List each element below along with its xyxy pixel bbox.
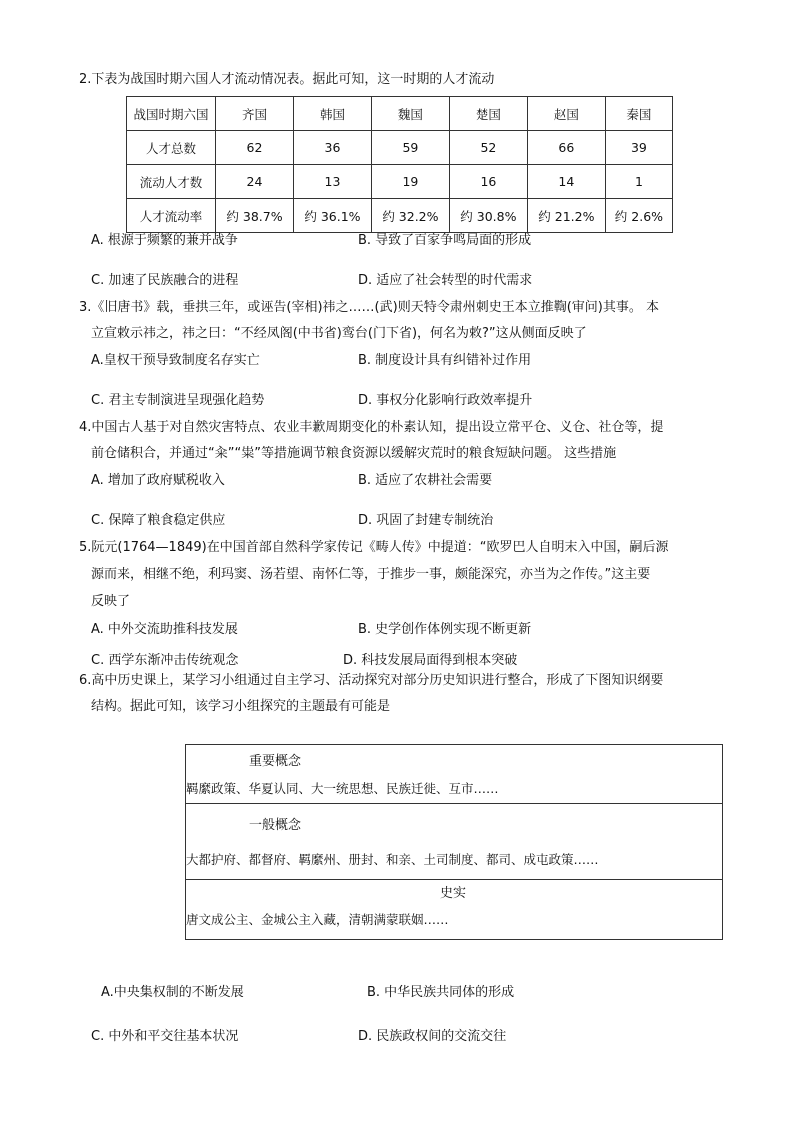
section-divider	[186, 803, 722, 804]
table-cell: 52	[449, 131, 527, 165]
section-title-important-concepts: 重要概念	[249, 754, 302, 769]
table-cell: 16	[449, 165, 527, 199]
section-title-facts: 史实	[440, 886, 467, 901]
table-cell: 流动人才数	[127, 165, 216, 199]
table-cell: 魏国	[371, 97, 449, 131]
table-cell: 1	[605, 165, 672, 199]
table-cell: 36	[293, 131, 371, 165]
table-cell: 约 36.1%	[293, 199, 371, 233]
q3-option-a[interactable]: A.皇权干预导致制度名存实亡	[91, 353, 260, 368]
q4-option-a[interactable]: A. 增加了政府赋税收入	[91, 473, 225, 488]
q3-option-c[interactable]: C. 君主专制演进呈现强化趋势	[91, 393, 265, 408]
table-cell: 约 38.7%	[216, 199, 294, 233]
q5-stem-line2: 源而来，相继不绝，利玛窦、汤若望、南怀仁等，于推步一事，颇能深究，亦当为之作传。”这主要	[91, 567, 651, 582]
table-cell: 59	[371, 131, 449, 165]
q2-stem: 2.下表为战国时期六国人才流动情况表。据此可知，这一时期的人才流动	[79, 72, 495, 87]
section-body-important-concepts: 羁縻政策、华夏认同、大一统思想、民族迁徙、互市……	[186, 781, 499, 796]
table-cell: 人才总数	[127, 131, 216, 165]
table-cell: 约 32.2%	[371, 199, 449, 233]
section-body-general-concepts: 大都护府、都督府、羁縻州、册封、和亲、土司制度、都司、成屯政策……	[186, 852, 599, 867]
q6-option-c[interactable]: C. 中外和平交往基本状况	[91, 1029, 239, 1044]
q2-option-a[interactable]: A. 根源于频繁的兼并战争	[91, 233, 238, 248]
table-row	[127, 199, 673, 233]
section-title-general-concepts: 一般概念	[249, 818, 302, 833]
table-row	[127, 165, 673, 199]
q5-option-b[interactable]: B. 史学创作体例实现不断更新	[358, 622, 532, 637]
table-cell: 齐国	[216, 97, 294, 131]
table-cell: 24	[216, 165, 294, 199]
q6-stem-line2: 结构。据此可知，该学习小组探究的主题最有可能是	[91, 699, 391, 714]
table-cell: 赵国	[527, 97, 605, 131]
q5-stem-line1: 5.阮元(1764—1849)在中国首部自然科学家传记《畴人传》中提道：“欧罗巴人自明末入中国，嗣后源	[79, 540, 669, 555]
q3-stem-line1: 3.《旧唐书》载，垂拱三年，或诬告(宰相)祎之……(武)则天特令肃州刺史王本立推鞫(审问)其事。 本	[79, 300, 659, 315]
table-cell: 66	[527, 131, 605, 165]
table-cell: 19	[371, 165, 449, 199]
q5-stem-line3: 反映了	[91, 594, 131, 609]
q4-option-b[interactable]: B. 适应了农耕社会需要	[358, 473, 493, 488]
knowledge-outline-box	[185, 744, 723, 940]
q3-option-d[interactable]: D. 事权分化影响行政效率提升	[358, 393, 533, 408]
q3-stem-line2: 立宣敕示祎之，祎之曰：“不经凤阁(中书省)鸾台(门下省)，何名为敕?”这从侧面反映了	[91, 326, 587, 341]
section-body-facts: 唐文成公主、金城公主入藏，清朝满蒙联姻……	[186, 912, 449, 927]
table-cell: 39	[605, 131, 672, 165]
q4-option-d[interactable]: D. 巩固了封建专制统治	[358, 513, 494, 528]
table-cell: 约 21.2%	[527, 199, 605, 233]
section-divider	[186, 879, 722, 880]
q3-option-b[interactable]: B. 制度设计具有纠错补过作用	[358, 353, 532, 368]
table-cell: 战国时期六国	[127, 97, 216, 131]
q4-stem-line2: 前仓储积合，并通过“籴”“粜”等措施调节粮食资源以缓解灾荒时的粮食短缺问题。 这些措施	[91, 446, 617, 461]
table-row	[127, 131, 673, 165]
table-cell: 楚国	[449, 97, 527, 131]
q2-option-c[interactable]: C. 加速了民族融合的进程	[91, 273, 239, 288]
table-cell: 13	[293, 165, 371, 199]
q6-option-a[interactable]: A.中央集权制的不断发展	[101, 985, 244, 1000]
q6-option-d[interactable]: D. 民族政权间的交流交往	[358, 1029, 507, 1044]
table-header-row	[127, 97, 673, 131]
table-cell: 秦国	[605, 97, 672, 131]
q4-option-c[interactable]: C. 保障了粮食稳定供应	[91, 513, 226, 528]
table-cell: 62	[216, 131, 294, 165]
table-cell: 14	[527, 165, 605, 199]
q5-option-d[interactable]: D. 科技发展局面得到根本突破	[343, 653, 518, 668]
table-cell: 约 30.8%	[449, 199, 527, 233]
q4-stem-line1: 4.中国古人基于对自然灾害特点、农业丰歉周期变化的朴素认知，提出设立常平仓、义仓、社仓等，提	[79, 420, 664, 435]
talent-flow-table	[126, 96, 673, 233]
q2-option-b[interactable]: B. 导致了百家争鸣局面的形成	[358, 233, 532, 248]
q5-option-a[interactable]: A. 中外交流助推科技发展	[91, 622, 238, 637]
q5-option-c[interactable]: C. 西学东渐冲击传统观念	[91, 653, 239, 668]
q6-stem-line1: 6.高中历史课上，某学习小组通过自主学习、活动探究对部分历史知识进行整合，形成了下图知识纲要	[79, 673, 664, 688]
q2-option-d[interactable]: D. 适应了社会转型的时代需求	[358, 273, 533, 288]
q6-option-b[interactable]: B. 中华民族共同体的形成	[367, 985, 515, 1000]
table-cell: 约 2.6%	[605, 199, 672, 233]
table-cell: 人才流动率	[127, 199, 216, 233]
table-cell: 韩国	[293, 97, 371, 131]
